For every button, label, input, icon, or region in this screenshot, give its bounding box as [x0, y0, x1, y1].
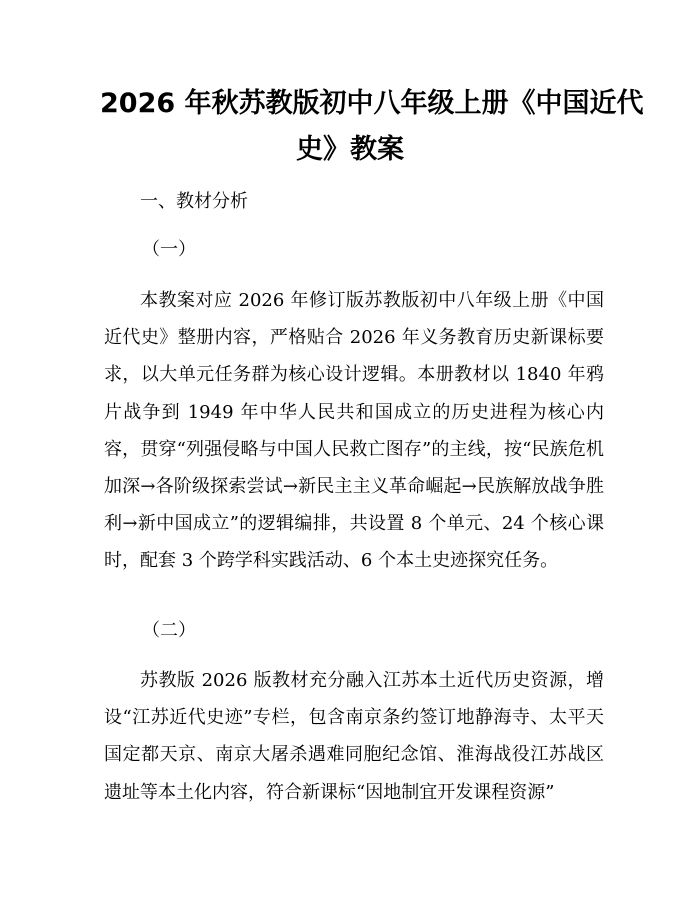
section-heading-textbook-analysis: 一、教材分析: [140, 191, 248, 212]
subsection-heading-2: （二）: [142, 620, 196, 641]
body-paragraph-1: 本教案对应 2026 年修订版苏教版初中八年级上册《中国近代史》整册内容，严格贴合 2026 年义务教育历史新课标要求，以大单元任务群为核心设计逻辑。本册教材以 1840 年鸦片战争到 1949 年中华人民共和国成立的历史进程为核心内容，贯穿“列强侵略与中国人民救亡图存”的主线，按“民族危机加深→各阶级探索尝试→新民主主义革命崛起→民族解放战争胜利→新中国成立”的逻辑编排，共设置 8 个单元、24 个核心课时，配套 3 个跨学科实践活动、6 个本土史迹探究任务。: [104, 290, 604, 572]
document-title-line-1: 2026 年秋苏教版初中八年级上册《中国近代: [100, 88, 644, 119]
body-paragraph-2: 苏教版 2026 版教材充分融入江苏本土近代历史资源，增设“江苏近代史迹”专栏，包含南京条约签订地静海寺、太平天国定都天京、南京大屠杀遇难同胞纪念馆、淮海战役江苏战区遗址等本土化内容，符合新课标“因地制宜开发课程资源”: [104, 670, 604, 803]
document-title-line-2: 史》教案: [296, 134, 404, 165]
subsection-heading-1: （一）: [142, 239, 196, 260]
